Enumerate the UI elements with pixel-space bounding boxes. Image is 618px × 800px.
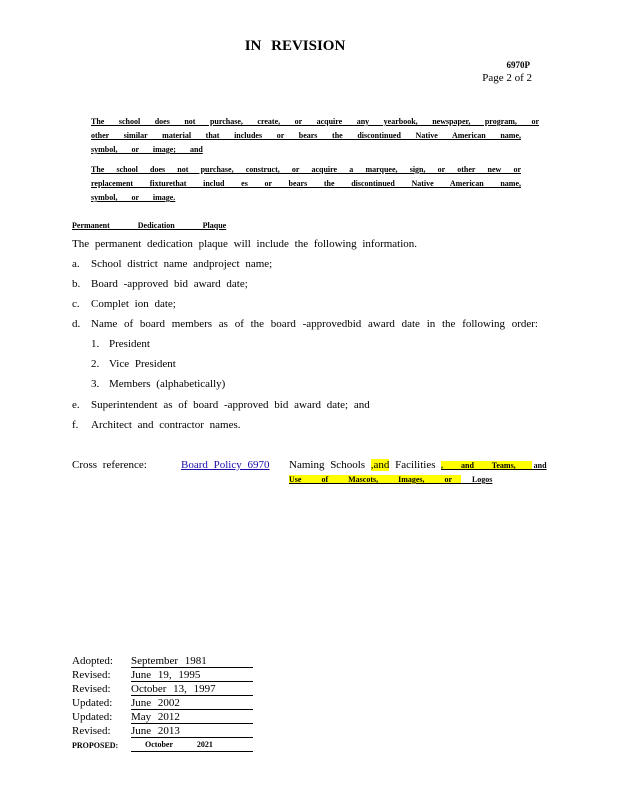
list-item: School district name andproject name; (91, 258, 273, 270)
list-item: Complet ion date; (91, 298, 176, 310)
list-item: Superintendent as of board -approved bid award date; and (91, 399, 370, 411)
sublist-item: Vice President (109, 358, 176, 370)
section-intro: The permanent dedication plaque will include the following information. (72, 238, 418, 250)
policy-code: 6970P (506, 60, 530, 70)
bullet-1-line-1: The school does not purchase, create, or acquire any yearbook, newspaper, program, or (91, 117, 539, 126)
bullet-1-line-3: symbol, or image; and (91, 145, 203, 154)
history-value: October 13, 1997 (131, 683, 253, 696)
highlighted-text: ,and (370, 459, 390, 471)
list-item-label: a. (72, 258, 80, 270)
list-item: Board -approved bid award date; (91, 278, 248, 290)
list-item: Architect and contractor names. (91, 419, 241, 431)
page-number: Page 2 of 2 (482, 72, 532, 84)
history-label: Revised: (72, 669, 111, 681)
history-value: September 1981 (131, 655, 253, 668)
board-policy-link[interactable]: Board Policy 6970 (181, 459, 270, 471)
history-label: Updated: (72, 711, 113, 723)
history-label: Updated: (72, 697, 113, 709)
sublist-item-label: 2. (91, 358, 100, 370)
cross-reference-title (289, 459, 436, 471)
highlighted-text: , and Teams, and (441, 461, 547, 470)
history-label: Revised: (72, 683, 111, 695)
list-item: Name of board members as of the board -approvedbid award date in the following order: (91, 318, 538, 330)
sublist-item-label: 3. (91, 378, 100, 390)
sublist-item: President (109, 338, 150, 350)
sublist-item-label: 1. (91, 338, 100, 350)
history-value: May 2012 (131, 711, 253, 724)
history-value: June 2013 (131, 725, 253, 738)
sublist-item: Members (alphabetically) (109, 378, 226, 390)
history-label: Revised: (72, 725, 111, 737)
history-value: June 19, 1995 (131, 669, 253, 682)
bullet-2-line-3: symbol, or image. (91, 193, 176, 202)
cross-reference-title-part: Facilities (395, 459, 436, 471)
highlighted-text: Use of Mascots, Images, or Logos (289, 475, 493, 484)
list-item-label: b. (72, 278, 81, 290)
cross-reference-label: Cross reference: (72, 459, 147, 471)
bullet-2-line-2: replacement fixturethat includ es or bears the discontinued Native American name, (91, 179, 521, 188)
history-value-proposed: October 2021 (131, 739, 253, 752)
page-title: IN REVISION (244, 38, 346, 54)
section-heading: Permanent Dedication Plaque (72, 221, 227, 230)
list-item-label: d. (72, 318, 81, 330)
history-label: Adopted: (72, 655, 113, 667)
list-item-label: c. (72, 298, 80, 310)
list-item-label: e. (72, 399, 80, 411)
history-label-proposed: PROPOSED: (72, 741, 119, 750)
cross-reference-title-part: Naming Schools (289, 459, 366, 471)
history-value: June 2002 (131, 697, 253, 710)
bullet-2-line-1: The school does not purchase, construct, or acquire a marquee, sign, or other new or (91, 165, 521, 174)
list-item-label: f. (72, 419, 79, 431)
bullet-1-line-2: other similar material that includes or bears the discontinued Native American name, (91, 131, 521, 140)
